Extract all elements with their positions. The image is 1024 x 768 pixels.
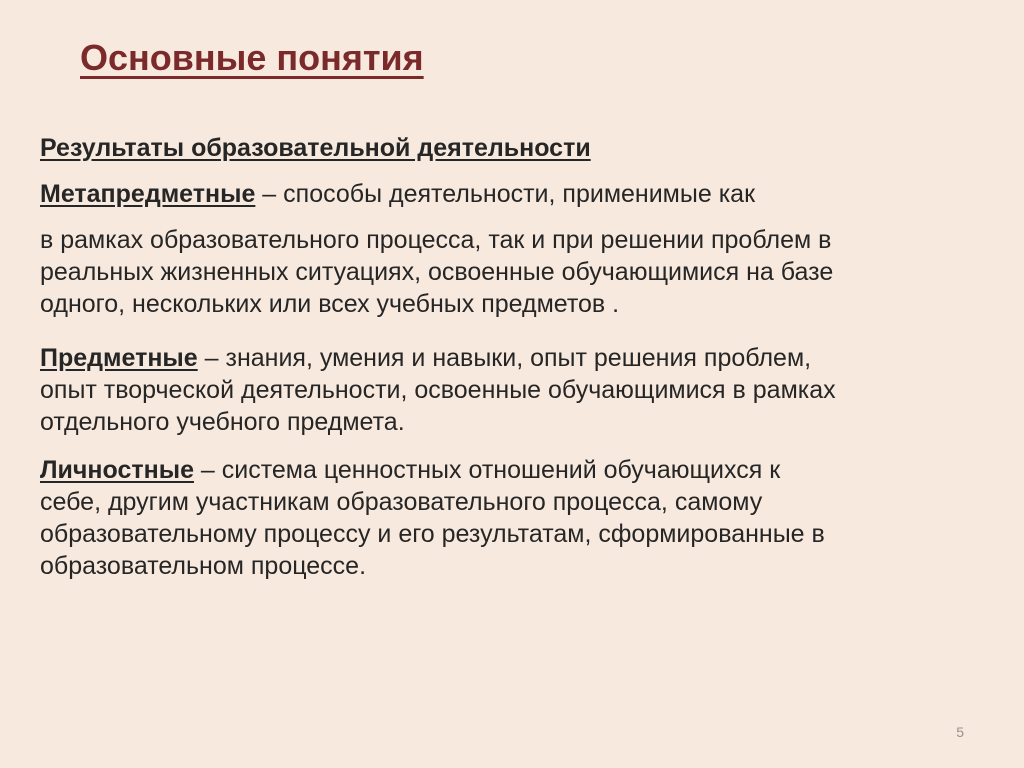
metasubject-text-line-1: – способы деятельности, применимые как xyxy=(255,180,756,208)
personal-text-line-3: образовательному процессу и его результатам, сформированные в xyxy=(40,520,825,548)
metasubject-term: Метапредметные xyxy=(40,180,256,208)
subject-text-line-3: отдельного учебного предмета. xyxy=(40,408,405,436)
metasubject-text-line-2: в рамках образовательного процесса, так и при решении проблем в xyxy=(40,226,832,254)
metasubject-text-line-3: реальных жизненных ситуациях, освоенные обучающимися на базе xyxy=(40,258,834,286)
metasubject-first-line xyxy=(40,178,1000,210)
personal-term: Личностные xyxy=(40,456,194,484)
personal-text-line-4: образовательном процессе. xyxy=(40,552,367,580)
page-number: 5 xyxy=(956,724,964,740)
personal-definition xyxy=(40,454,1000,582)
personal-first-line xyxy=(40,454,1000,486)
metasubject-continuation xyxy=(40,224,1000,320)
subject-first-line xyxy=(40,342,1000,374)
personal-text-line-1: – система ценностных отношений обучающихся к xyxy=(193,456,781,484)
slide-content xyxy=(40,132,1000,582)
subject-text-line-1: – знания, умения и навыки, опыт решения проблем, xyxy=(197,344,812,372)
subject-term: Предметные xyxy=(40,344,198,372)
subject-text-line-2: опыт творческой деятельности, освоенные обучающимися в рамках xyxy=(40,376,836,404)
slide-title: Основные понятия xyxy=(80,37,424,78)
metasubject-text-line-4: одного, нескольких или всех учебных предметов . xyxy=(40,290,620,318)
subject-definition xyxy=(40,342,1000,438)
results-heading: Результаты образовательной деятельности xyxy=(40,134,591,162)
metasubject-definition xyxy=(40,178,1000,210)
personal-text-line-2: себе, другим участникам образовательного процесса, самому xyxy=(40,488,763,516)
